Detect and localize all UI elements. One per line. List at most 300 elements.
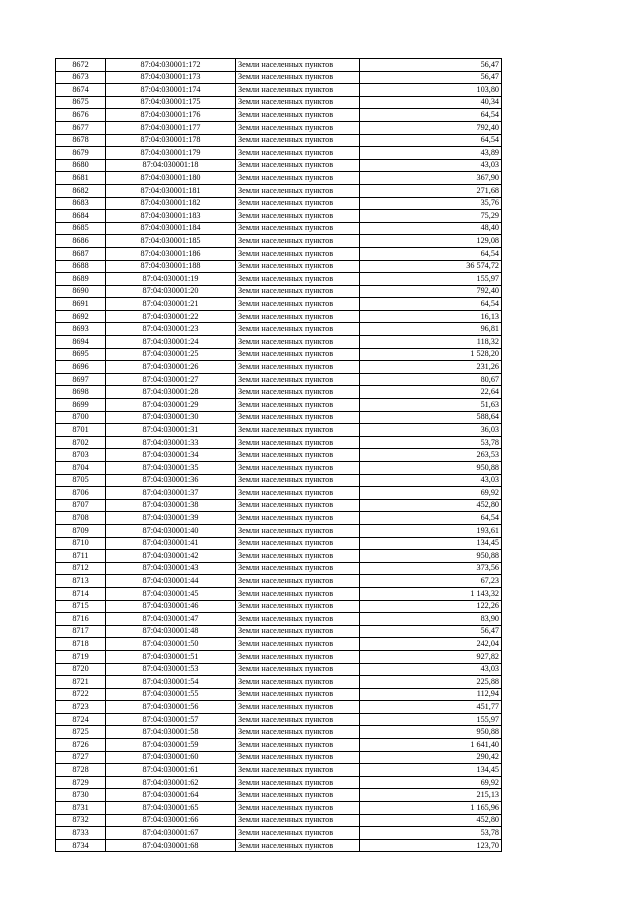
table-row bbox=[56, 235, 502, 248]
value-cell: 927,82 bbox=[360, 650, 502, 663]
cadastral-number-cell: 87:04:030001:41 bbox=[106, 537, 236, 550]
row-number-cell: 8699 bbox=[56, 399, 106, 412]
value-cell: 271,68 bbox=[360, 184, 502, 197]
table-row bbox=[56, 650, 502, 663]
cadastral-number-cell: 87:04:030001:26 bbox=[106, 361, 236, 374]
cadastral-number-cell: 87:04:030001:57 bbox=[106, 713, 236, 726]
land-category-cell: Земли населенных пунктов bbox=[236, 222, 360, 235]
table-row bbox=[56, 462, 502, 475]
table-row bbox=[56, 739, 502, 752]
land-category-cell: Земли населенных пунктов bbox=[236, 789, 360, 802]
land-category-cell: Земли населенных пунктов bbox=[236, 323, 360, 336]
value-cell: 40,34 bbox=[360, 96, 502, 109]
row-number-cell: 8687 bbox=[56, 247, 106, 260]
value-cell: 80,67 bbox=[360, 373, 502, 386]
cadastral-number-cell: 87:04:030001:27 bbox=[106, 373, 236, 386]
value-cell: 588,64 bbox=[360, 411, 502, 424]
land-category-cell: Земли населенных пунктов bbox=[236, 109, 360, 122]
land-category-cell: Земли населенных пунктов bbox=[236, 260, 360, 273]
row-number-cell: 8729 bbox=[56, 776, 106, 789]
land-category-cell: Земли населенных пунктов bbox=[236, 197, 360, 210]
row-number-cell: 8686 bbox=[56, 235, 106, 248]
land-category-cell: Земли населенных пунктов bbox=[236, 462, 360, 475]
row-number-cell: 8705 bbox=[56, 474, 106, 487]
row-number-cell: 8712 bbox=[56, 562, 106, 575]
value-cell: 43,03 bbox=[360, 159, 502, 172]
table-row bbox=[56, 827, 502, 840]
cadastral-number-cell: 87:04:030001:42 bbox=[106, 550, 236, 563]
table-row bbox=[56, 814, 502, 827]
cadastral-number-cell: 87:04:030001:180 bbox=[106, 172, 236, 185]
row-number-cell: 8728 bbox=[56, 764, 106, 777]
land-category-cell: Земли населенных пунктов bbox=[236, 285, 360, 298]
row-number-cell: 8693 bbox=[56, 323, 106, 336]
table-row bbox=[56, 436, 502, 449]
cadastral-number-cell: 87:04:030001:24 bbox=[106, 336, 236, 349]
value-cell: 103,80 bbox=[360, 84, 502, 97]
table-row bbox=[56, 172, 502, 185]
table-row bbox=[56, 285, 502, 298]
table-row bbox=[56, 71, 502, 84]
land-category-cell: Земли населенных пунктов bbox=[236, 424, 360, 437]
cadastral-number-cell: 87:04:030001:188 bbox=[106, 260, 236, 273]
value-cell: 193,61 bbox=[360, 524, 502, 537]
table-row bbox=[56, 613, 502, 626]
table-row bbox=[56, 776, 502, 789]
row-number-cell: 8673 bbox=[56, 71, 106, 84]
value-cell: 64,54 bbox=[360, 247, 502, 260]
value-cell: 155,97 bbox=[360, 713, 502, 726]
table-row bbox=[56, 373, 502, 386]
value-cell: 56,47 bbox=[360, 71, 502, 84]
value-cell: 56,47 bbox=[360, 625, 502, 638]
row-number-cell: 8718 bbox=[56, 638, 106, 651]
cadastral-number-cell: 87:04:030001:43 bbox=[106, 562, 236, 575]
row-number-cell: 8682 bbox=[56, 184, 106, 197]
row-number-cell: 8727 bbox=[56, 751, 106, 764]
cadastral-number-cell: 87:04:030001:51 bbox=[106, 650, 236, 663]
cadastral-number-cell: 87:04:030001:34 bbox=[106, 449, 236, 462]
value-cell: 35,76 bbox=[360, 197, 502, 210]
row-number-cell: 8713 bbox=[56, 575, 106, 588]
cadastral-number-cell: 87:04:030001:54 bbox=[106, 676, 236, 689]
cadastral-number-cell: 87:04:030001:68 bbox=[106, 839, 236, 852]
table-row bbox=[56, 121, 502, 134]
land-category-cell: Земли населенных пунктов bbox=[236, 776, 360, 789]
land-category-cell: Земли населенных пунктов bbox=[236, 512, 360, 525]
table-row bbox=[56, 84, 502, 97]
value-cell: 792,40 bbox=[360, 285, 502, 298]
row-number-cell: 8685 bbox=[56, 222, 106, 235]
table-row bbox=[56, 600, 502, 613]
land-category-cell: Земли населенных пунктов bbox=[236, 298, 360, 311]
land-category-cell: Земли населенных пунктов bbox=[236, 499, 360, 512]
row-number-cell: 8725 bbox=[56, 726, 106, 739]
land-category-cell: Земли населенных пунктов bbox=[236, 210, 360, 223]
land-category-cell: Земли населенных пунктов bbox=[236, 386, 360, 399]
value-cell: 1 165,96 bbox=[360, 802, 502, 815]
cadastral-number-cell: 87:04:030001:47 bbox=[106, 613, 236, 626]
table-row bbox=[56, 260, 502, 273]
value-cell: 69,92 bbox=[360, 776, 502, 789]
row-number-cell: 8676 bbox=[56, 109, 106, 122]
table-row bbox=[56, 512, 502, 525]
row-number-cell: 8703 bbox=[56, 449, 106, 462]
table-row bbox=[56, 298, 502, 311]
cadastral-number-cell: 87:04:030001:48 bbox=[106, 625, 236, 638]
land-category-cell: Земли населенных пунктов bbox=[236, 348, 360, 361]
table-row bbox=[56, 499, 502, 512]
land-category-cell: Земли населенных пунктов bbox=[236, 399, 360, 412]
table-row bbox=[56, 449, 502, 462]
row-number-cell: 8694 bbox=[56, 336, 106, 349]
row-number-cell: 8726 bbox=[56, 739, 106, 752]
cadastral-number-cell: 87:04:030001:177 bbox=[106, 121, 236, 134]
row-number-cell: 8695 bbox=[56, 348, 106, 361]
row-number-cell: 8706 bbox=[56, 487, 106, 500]
land-parcel-table bbox=[55, 58, 502, 852]
cadastral-number-cell: 87:04:030001:61 bbox=[106, 764, 236, 777]
table-row bbox=[56, 575, 502, 588]
land-category-cell: Земли населенных пунктов bbox=[236, 839, 360, 852]
row-number-cell: 8717 bbox=[56, 625, 106, 638]
land-category-cell: Земли населенных пунктов bbox=[236, 537, 360, 550]
row-number-cell: 8723 bbox=[56, 701, 106, 714]
land-category-cell: Земли населенных пунктов bbox=[236, 676, 360, 689]
land-category-cell: Земли населенных пунктов bbox=[236, 550, 360, 563]
value-cell: 367,90 bbox=[360, 172, 502, 185]
row-number-cell: 8691 bbox=[56, 298, 106, 311]
table-row bbox=[56, 764, 502, 777]
row-number-cell: 8714 bbox=[56, 587, 106, 600]
value-cell: 53,78 bbox=[360, 436, 502, 449]
land-category-cell: Земли населенных пунктов bbox=[236, 121, 360, 134]
land-category-cell: Земли населенных пунктов bbox=[236, 600, 360, 613]
table-row bbox=[56, 550, 502, 563]
land-category-cell: Земли населенных пунктов bbox=[236, 373, 360, 386]
table-row bbox=[56, 789, 502, 802]
value-cell: 67,23 bbox=[360, 575, 502, 588]
table-row bbox=[56, 701, 502, 714]
land-category-cell: Земли населенных пунктов bbox=[236, 235, 360, 248]
value-cell: 155,97 bbox=[360, 273, 502, 286]
table-row bbox=[56, 726, 502, 739]
table-body bbox=[56, 59, 502, 852]
value-cell: 64,54 bbox=[360, 134, 502, 147]
cadastral-number-cell: 87:04:030001:25 bbox=[106, 348, 236, 361]
value-cell: 22,64 bbox=[360, 386, 502, 399]
table-row bbox=[56, 411, 502, 424]
cadastral-number-cell: 87:04:030001:184 bbox=[106, 222, 236, 235]
value-cell: 48,40 bbox=[360, 222, 502, 235]
value-cell: 129,08 bbox=[360, 235, 502, 248]
table-row bbox=[56, 134, 502, 147]
land-category-cell: Земли населенных пунктов bbox=[236, 802, 360, 815]
table-row bbox=[56, 625, 502, 638]
cadastral-number-cell: 87:04:030001:28 bbox=[106, 386, 236, 399]
table-row bbox=[56, 676, 502, 689]
cadastral-number-cell: 87:04:030001:178 bbox=[106, 134, 236, 147]
row-number-cell: 8733 bbox=[56, 827, 106, 840]
cadastral-number-cell: 87:04:030001:186 bbox=[106, 247, 236, 260]
land-category-cell: Земли населенных пунктов bbox=[236, 587, 360, 600]
table-row bbox=[56, 751, 502, 764]
table-row bbox=[56, 487, 502, 500]
land-category-cell: Земли населенных пунктов bbox=[236, 827, 360, 840]
value-cell: 75,29 bbox=[360, 210, 502, 223]
value-cell: 83,90 bbox=[360, 613, 502, 626]
value-cell: 122,26 bbox=[360, 600, 502, 613]
land-category-cell: Земли населенных пунктов bbox=[236, 96, 360, 109]
cadastral-number-cell: 87:04:030001:19 bbox=[106, 273, 236, 286]
row-number-cell: 8719 bbox=[56, 650, 106, 663]
cadastral-number-cell: 87:04:030001:45 bbox=[106, 587, 236, 600]
table-row bbox=[56, 713, 502, 726]
value-cell: 64,54 bbox=[360, 298, 502, 311]
land-category-cell: Земли населенных пунктов bbox=[236, 147, 360, 160]
cadastral-number-cell: 87:04:030001:55 bbox=[106, 688, 236, 701]
land-category-cell: Земли населенных пунктов bbox=[236, 336, 360, 349]
row-number-cell: 8683 bbox=[56, 197, 106, 210]
row-number-cell: 8730 bbox=[56, 789, 106, 802]
value-cell: 16,13 bbox=[360, 310, 502, 323]
cadastral-number-cell: 87:04:030001:33 bbox=[106, 436, 236, 449]
land-category-cell: Земли населенных пунктов bbox=[236, 613, 360, 626]
cadastral-number-cell: 87:04:030001:183 bbox=[106, 210, 236, 223]
value-cell: 1 528,20 bbox=[360, 348, 502, 361]
value-cell: 451,77 bbox=[360, 701, 502, 714]
row-number-cell: 8678 bbox=[56, 134, 106, 147]
table-row bbox=[56, 222, 502, 235]
land-category-cell: Земли населенных пунктов bbox=[236, 71, 360, 84]
land-category-cell: Земли населенных пунктов bbox=[236, 172, 360, 185]
land-category-cell: Земли населенных пунктов bbox=[236, 59, 360, 72]
row-number-cell: 8688 bbox=[56, 260, 106, 273]
row-number-cell: 8734 bbox=[56, 839, 106, 852]
cadastral-number-cell: 87:04:030001:30 bbox=[106, 411, 236, 424]
land-category-cell: Земли населенных пунктов bbox=[236, 487, 360, 500]
value-cell: 43,03 bbox=[360, 474, 502, 487]
cadastral-number-cell: 87:04:030001:179 bbox=[106, 147, 236, 160]
row-number-cell: 8684 bbox=[56, 210, 106, 223]
table-row bbox=[56, 562, 502, 575]
cadastral-number-cell: 87:04:030001:64 bbox=[106, 789, 236, 802]
land-category-cell: Земли населенных пунктов bbox=[236, 625, 360, 638]
land-category-cell: Земли населенных пунктов bbox=[236, 474, 360, 487]
cadastral-number-cell: 87:04:030001:185 bbox=[106, 235, 236, 248]
value-cell: 373,56 bbox=[360, 562, 502, 575]
table-row bbox=[56, 310, 502, 323]
table-row bbox=[56, 184, 502, 197]
row-number-cell: 8672 bbox=[56, 59, 106, 72]
land-category-cell: Земли населенных пунктов bbox=[236, 575, 360, 588]
value-cell: 96,81 bbox=[360, 323, 502, 336]
land-category-cell: Земли населенных пунктов bbox=[236, 436, 360, 449]
value-cell: 36,03 bbox=[360, 424, 502, 437]
cadastral-number-cell: 87:04:030001:36 bbox=[106, 474, 236, 487]
value-cell: 36 574,72 bbox=[360, 260, 502, 273]
row-number-cell: 8690 bbox=[56, 285, 106, 298]
cadastral-number-cell: 87:04:030001:21 bbox=[106, 298, 236, 311]
row-number-cell: 8701 bbox=[56, 424, 106, 437]
row-number-cell: 8697 bbox=[56, 373, 106, 386]
value-cell: 290,42 bbox=[360, 751, 502, 764]
cadastral-number-cell: 87:04:030001:182 bbox=[106, 197, 236, 210]
row-number-cell: 8707 bbox=[56, 499, 106, 512]
land-category-cell: Земли населенных пунктов bbox=[236, 449, 360, 462]
row-number-cell: 8692 bbox=[56, 310, 106, 323]
table-row bbox=[56, 273, 502, 286]
value-cell: 1 641,40 bbox=[360, 739, 502, 752]
row-number-cell: 8716 bbox=[56, 613, 106, 626]
value-cell: 112,94 bbox=[360, 688, 502, 701]
land-category-cell: Земли населенных пунктов bbox=[236, 663, 360, 676]
value-cell: 118,32 bbox=[360, 336, 502, 349]
table-row bbox=[56, 96, 502, 109]
land-category-cell: Земли населенных пунктов bbox=[236, 247, 360, 260]
value-cell: 242,04 bbox=[360, 638, 502, 651]
table-row bbox=[56, 336, 502, 349]
cadastral-number-cell: 87:04:030001:39 bbox=[106, 512, 236, 525]
row-number-cell: 8732 bbox=[56, 814, 106, 827]
cadastral-number-cell: 87:04:030001:23 bbox=[106, 323, 236, 336]
land-category-cell: Земли населенных пунктов bbox=[236, 411, 360, 424]
cadastral-number-cell: 87:04:030001:31 bbox=[106, 424, 236, 437]
table-row bbox=[56, 399, 502, 412]
cadastral-number-cell: 87:04:030001:175 bbox=[106, 96, 236, 109]
row-number-cell: 8696 bbox=[56, 361, 106, 374]
land-category-cell: Земли населенных пунктов bbox=[236, 310, 360, 323]
cadastral-number-cell: 87:04:030001:35 bbox=[106, 462, 236, 475]
table-row bbox=[56, 839, 502, 852]
row-number-cell: 8708 bbox=[56, 512, 106, 525]
land-category-cell: Земли населенных пунктов bbox=[236, 701, 360, 714]
row-number-cell: 8677 bbox=[56, 121, 106, 134]
table-row bbox=[56, 424, 502, 437]
row-number-cell: 8689 bbox=[56, 273, 106, 286]
row-number-cell: 8721 bbox=[56, 676, 106, 689]
value-cell: 134,45 bbox=[360, 537, 502, 550]
table-row bbox=[56, 386, 502, 399]
cadastral-number-cell: 87:04:030001:59 bbox=[106, 739, 236, 752]
cadastral-number-cell: 87:04:030001:38 bbox=[106, 499, 236, 512]
table-row bbox=[56, 323, 502, 336]
row-number-cell: 8698 bbox=[56, 386, 106, 399]
cadastral-number-cell: 87:04:030001:22 bbox=[106, 310, 236, 323]
value-cell: 64,54 bbox=[360, 109, 502, 122]
land-category-cell: Земли населенных пунктов bbox=[236, 134, 360, 147]
cadastral-number-cell: 87:04:030001:50 bbox=[106, 638, 236, 651]
cadastral-number-cell: 87:04:030001:173 bbox=[106, 71, 236, 84]
value-cell: 452,80 bbox=[360, 814, 502, 827]
row-number-cell: 8720 bbox=[56, 663, 106, 676]
land-category-cell: Земли населенных пунктов bbox=[236, 273, 360, 286]
row-number-cell: 8700 bbox=[56, 411, 106, 424]
value-cell: 53,78 bbox=[360, 827, 502, 840]
table-row bbox=[56, 802, 502, 815]
value-cell: 43,03 bbox=[360, 663, 502, 676]
row-number-cell: 8710 bbox=[56, 537, 106, 550]
cadastral-number-cell: 87:04:030001:174 bbox=[106, 84, 236, 97]
land-category-cell: Земли населенных пунктов bbox=[236, 751, 360, 764]
table-row bbox=[56, 638, 502, 651]
row-number-cell: 8724 bbox=[56, 713, 106, 726]
cadastral-number-cell: 87:04:030001:46 bbox=[106, 600, 236, 613]
land-category-cell: Земли населенных пунктов bbox=[236, 184, 360, 197]
cadastral-number-cell: 87:04:030001:29 bbox=[106, 399, 236, 412]
cadastral-number-cell: 87:04:030001:44 bbox=[106, 575, 236, 588]
table-row bbox=[56, 348, 502, 361]
table-row bbox=[56, 537, 502, 550]
value-cell: 56,47 bbox=[360, 59, 502, 72]
cadastral-number-cell: 87:04:030001:60 bbox=[106, 751, 236, 764]
land-category-cell: Земли населенных пунктов bbox=[236, 524, 360, 537]
row-number-cell: 8715 bbox=[56, 600, 106, 613]
table-row bbox=[56, 247, 502, 260]
row-number-cell: 8709 bbox=[56, 524, 106, 537]
land-category-cell: Земли населенных пунктов bbox=[236, 688, 360, 701]
value-cell: 1 143,32 bbox=[360, 587, 502, 600]
value-cell: 950,88 bbox=[360, 726, 502, 739]
table-row bbox=[56, 474, 502, 487]
row-number-cell: 8731 bbox=[56, 802, 106, 815]
value-cell: 123,70 bbox=[360, 839, 502, 852]
cadastral-number-cell: 87:04:030001:176 bbox=[106, 109, 236, 122]
value-cell: 950,88 bbox=[360, 462, 502, 475]
land-category-cell: Земли населенных пунктов bbox=[236, 713, 360, 726]
cadastral-number-cell: 87:04:030001:53 bbox=[106, 663, 236, 676]
cadastral-number-cell: 87:04:030001:18 bbox=[106, 159, 236, 172]
land-category-cell: Земли населенных пунктов bbox=[236, 159, 360, 172]
table-row bbox=[56, 663, 502, 676]
table-row bbox=[56, 524, 502, 537]
table-row bbox=[56, 59, 502, 72]
cadastral-number-cell: 87:04:030001:62 bbox=[106, 776, 236, 789]
table-row bbox=[56, 197, 502, 210]
land-category-cell: Земли населенных пунктов bbox=[236, 726, 360, 739]
cadastral-number-cell: 87:04:030001:40 bbox=[106, 524, 236, 537]
value-cell: 215,13 bbox=[360, 789, 502, 802]
cadastral-number-cell: 87:04:030001:67 bbox=[106, 827, 236, 840]
row-number-cell: 8722 bbox=[56, 688, 106, 701]
value-cell: 64,54 bbox=[360, 512, 502, 525]
land-category-cell: Земли населенных пунктов bbox=[236, 764, 360, 777]
table-row bbox=[56, 109, 502, 122]
table-row bbox=[56, 210, 502, 223]
land-category-cell: Земли населенных пунктов bbox=[236, 562, 360, 575]
value-cell: 231,26 bbox=[360, 361, 502, 374]
cadastral-number-cell: 87:04:030001:181 bbox=[106, 184, 236, 197]
cadastral-number-cell: 87:04:030001:37 bbox=[106, 487, 236, 500]
cadastral-number-cell: 87:04:030001:65 bbox=[106, 802, 236, 815]
value-cell: 263,53 bbox=[360, 449, 502, 462]
cadastral-number-cell: 87:04:030001:172 bbox=[106, 59, 236, 72]
row-number-cell: 8680 bbox=[56, 159, 106, 172]
row-number-cell: 8681 bbox=[56, 172, 106, 185]
value-cell: 792,40 bbox=[360, 121, 502, 134]
row-number-cell: 8704 bbox=[56, 462, 106, 475]
table-row bbox=[56, 147, 502, 160]
row-number-cell: 8675 bbox=[56, 96, 106, 109]
land-category-cell: Земли населенных пунктов bbox=[236, 814, 360, 827]
row-number-cell: 8702 bbox=[56, 436, 106, 449]
table-row bbox=[56, 361, 502, 374]
cadastral-number-cell: 87:04:030001:58 bbox=[106, 726, 236, 739]
value-cell: 43,89 bbox=[360, 147, 502, 160]
land-category-cell: Земли населенных пунктов bbox=[236, 361, 360, 374]
table-row bbox=[56, 159, 502, 172]
cadastral-number-cell: 87:04:030001:66 bbox=[106, 814, 236, 827]
